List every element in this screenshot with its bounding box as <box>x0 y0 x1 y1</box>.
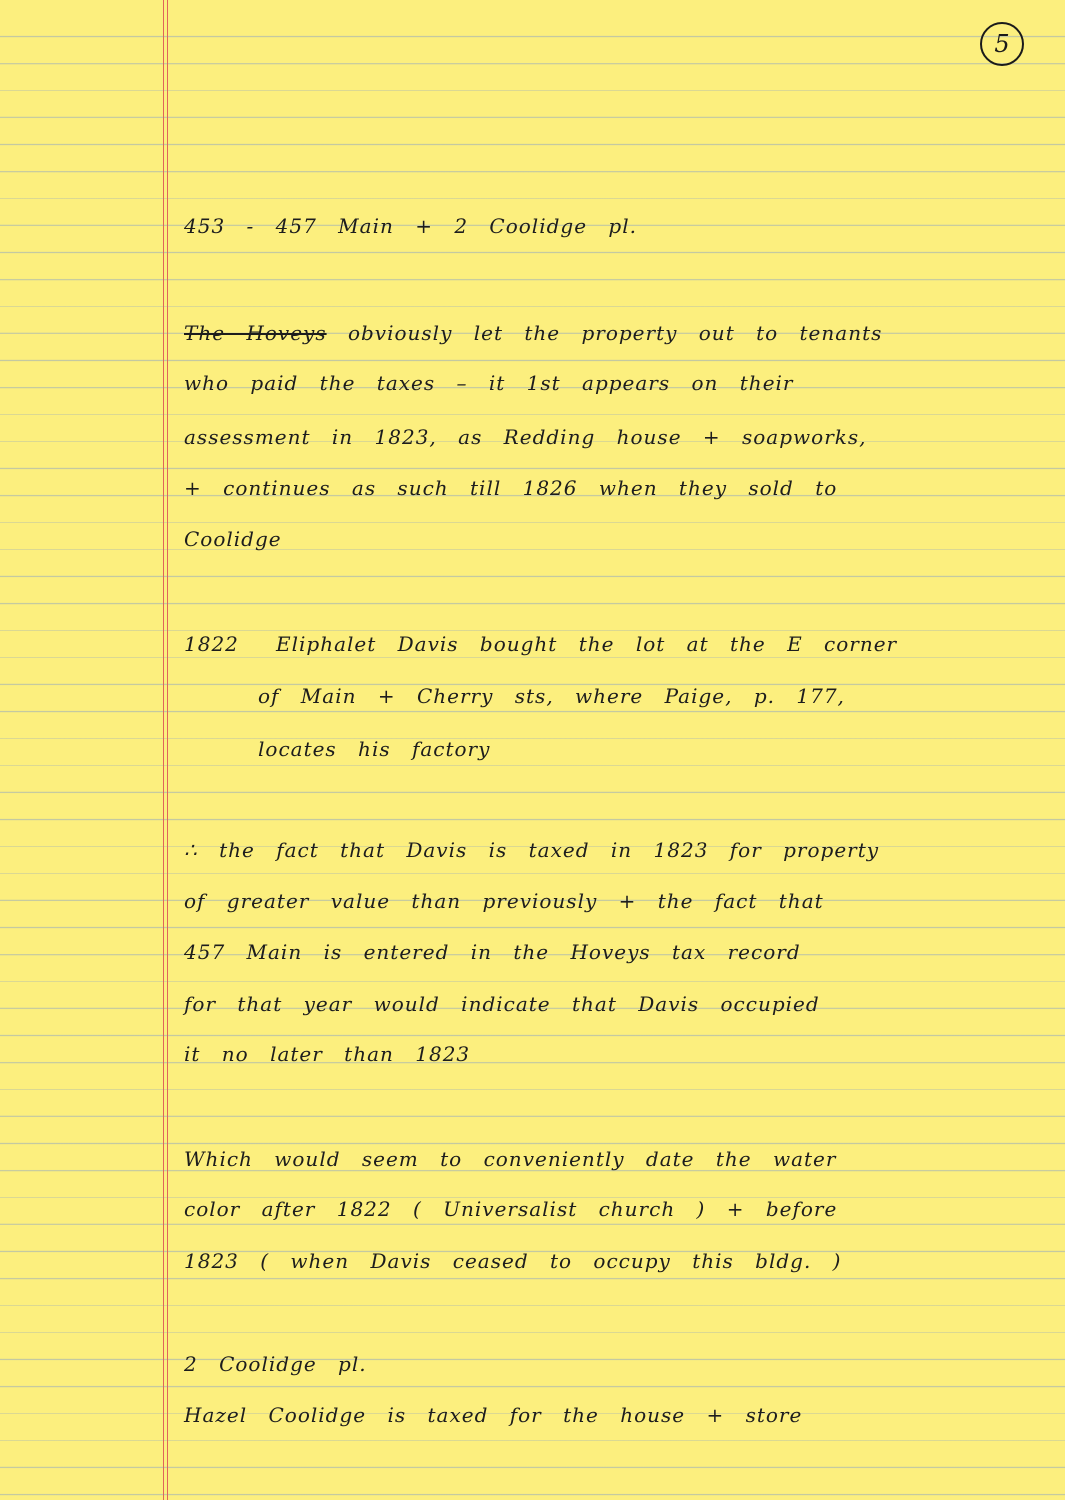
margin-line-2 <box>167 0 168 1500</box>
note-line: Which would seem to conveniently date the water <box>184 1147 837 1171</box>
margin-line-1 <box>163 0 164 1500</box>
note-line: locates his factory <box>258 737 491 761</box>
note-line: 1823 ( when Davis ceased to occupy this bldg. ) <box>184 1249 842 1273</box>
note-line <box>184 321 882 345</box>
note-line: Hazel Coolidge is taxed for the house + store <box>184 1403 803 1427</box>
note-line: Eliphalet Davis bought the lot at the E corner <box>276 632 898 656</box>
note-line: ∴ the fact that Davis is taxed in 1823 for property <box>184 838 880 862</box>
note-title: 453 - 457 Main + 2 Coolidge pl. <box>184 214 637 238</box>
note-line: who paid the taxes – it 1st appears on their <box>184 371 794 395</box>
note-line: of greater value than previously + the fact that <box>184 889 824 913</box>
page-number: 5 <box>980 22 1024 66</box>
note-line: 2 Coolidge pl. <box>184 1352 367 1376</box>
note-line: assessment in 1823, as Redding house + soapworks, <box>184 425 867 449</box>
struck-text: The Hoveys <box>184 321 327 345</box>
note-line: it no later than 1823 <box>184 1042 471 1066</box>
note-line: for that year would indicate that Davis occupied <box>184 992 820 1016</box>
note-year: 1822 <box>184 632 239 656</box>
note-line: + continues as such till 1826 when they sold to <box>184 476 838 500</box>
note-line: 457 Main is entered in the Hoveys tax record <box>184 940 801 964</box>
note-line: color after 1822 ( Universalist church ) + before <box>184 1197 838 1221</box>
note-line: of Main + Cherry sts, where Paige, p. 177, <box>258 684 845 708</box>
note-text: obviously let the property out to tenants <box>347 321 883 345</box>
note-line: Coolidge <box>184 527 282 551</box>
